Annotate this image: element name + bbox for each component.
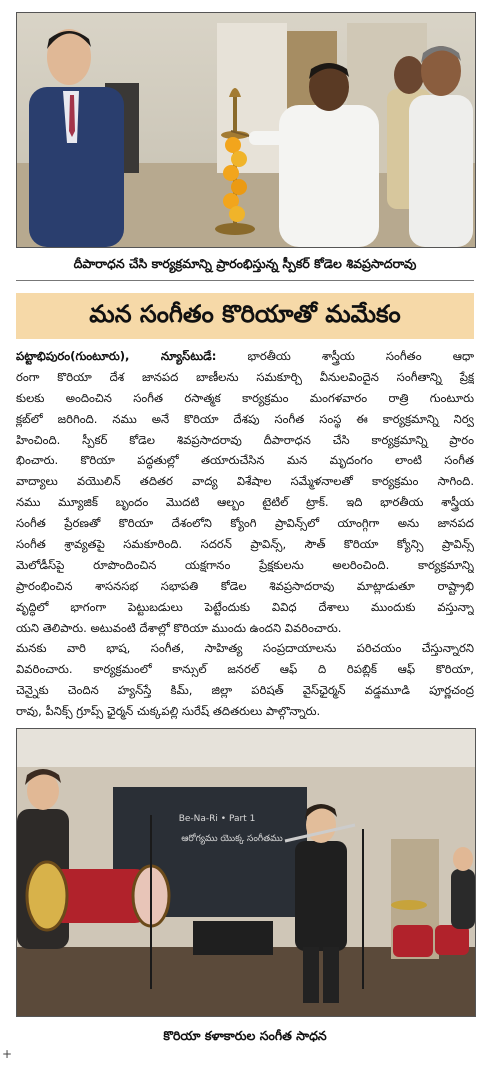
korean-drum	[27, 862, 169, 930]
article-line: కులకు అందించిన సంగీత రసాత్మక కార్యక్రమం మంగళవారం రాత్రి గుంటూరు	[16, 390, 474, 405]
lamp-lighting-scene	[17, 13, 475, 247]
article-line: ప్రారంభించిన శాసనసభ సభాపతి కోడెల శివప్రసాదరావు మాట్లాడుతూ రాష్ట్రాభి	[16, 578, 474, 593]
article-line: హించింది. స్పీకర్ కోడెల శివప్రసాదరావు దీపారాధన చేసి కార్యక్రమాన్ని ప్రారం	[16, 432, 474, 447]
article-line: సంగీత శ్రావ్యతపై సమకూరింది. సదరన్ ప్రావిన్స్, సౌత్ కొరియా క్యోన్సి ప్రావిన్స్	[16, 537, 474, 552]
crop-mark: +	[2, 1047, 13, 1061]
article-line: మనకు వారి భాష, సంగీత, సాహిత్య సంప్రదాయాలను పరిచయం చేస్తున్నారని	[16, 641, 474, 656]
headline-band	[16, 293, 474, 339]
article-line: రంగా కొరియా దేశ జానపద బాణీలను సమకూర్చి వీనులవిందైన సంగీతాన్ని ప్రేక్ష	[16, 369, 474, 384]
article-body	[16, 346, 474, 724]
article-line: యని తెలిపారు. అటువంటి దేశాల్లో కొరియా ముందు ఉందని వివరించారు.	[16, 620, 342, 635]
article-line: భించారు. కొరియా పద్ధతుల్లో తయారుచేసిన మన మృదంగం లాంటి సంగీత	[16, 453, 474, 468]
dateline: పట్టాభిపురం(గుంటూరు), న్యూస్‌టుడే:	[16, 349, 217, 363]
korean-artists-photo	[16, 728, 476, 1017]
article-line: సంగీత ప్రేరణతో కొరియా దేశంలోని క్యోంగి ప్రావిన్స్‌లో యాంగ్గిగా అను జానపద	[16, 516, 474, 531]
article-line: వివరించారు. కార్యక్రమంలో కాన్సుల్ జనరల్ ఆఫ్ ది రిపబ్లిక్ ఆఫ్ కొరియా,	[16, 662, 474, 677]
article-line: చెన్నైకు చెందిన హ్యన్‌స్తే కిమ్, జిల్లా పరిషత్ వైస్‌ఛైర్మన్ వడ్డమూడి పూర్ణచంద్ర	[16, 683, 474, 698]
article-line: మెలోడీస్‌పై రూపొందించిన యక్షగానం ప్రేక్షకులను అలరించింది. కార్యక్రమాన్ని	[16, 557, 474, 572]
article-line: రావు, పీనిక్స్ గ్రూప్స్ ఛైర్మన్ చుక్కపల్లి సురేష్ తదితరులు పాల్గొన్నారు.	[16, 704, 321, 719]
concert-stage-scene	[17, 729, 475, 1016]
caption-divider	[16, 280, 474, 281]
keyboard-station	[193, 921, 273, 955]
article-line	[16, 346, 474, 367]
article-headline: మన సంగీతం కొరియాతో మమేకం	[89, 298, 401, 328]
ceiling	[17, 729, 475, 767]
article-line: క్లబ్‌లో జరిగింది. నము అనే కొరియా దేశపు సంగీత సంస్థ ఈ కార్యక్రమాన్ని నిర్వ	[16, 411, 474, 426]
screen-title: Be-Na-Ri • Part 1	[178, 814, 256, 824]
lamp-lighting-photo	[16, 12, 476, 248]
screen-subtitle: ఆరోగ్యము యొక్క సంగీతము	[181, 834, 283, 844]
top-photo-caption: దీపారాధన చేసి కార్యక్రమాన్ని ప్రారంభిస్తున్న స్పీకర్ కోడెల శివప్రసాదరావు	[73, 256, 417, 271]
article-line: వృద్ధిలో భాగంగా పెట్టుబడులు పెట్టేందుకు వివిధ దేశాలు ముందుకు వస్తున్నా	[16, 599, 474, 614]
bottom-photo-caption: కొరియా కళాకారుల సంగీత సాధన	[163, 1028, 327, 1043]
article-line: నము మ్యూజిక్ బృందం మొదటి ఆల్బం టైటిల్ ట్రాక్. ఇది భారతీయ శాస్త్రీయ	[16, 495, 474, 510]
article-line-text: భారతీయ శాస్త్రీయ సంగీతం ఆధా	[216, 349, 474, 363]
article-line: వాద్యాలు వయొలిన్ తదితర వాద్య విశేషాల సమ్మేళనాలతో కార్యక్రమం సాగింది.	[16, 474, 474, 489]
